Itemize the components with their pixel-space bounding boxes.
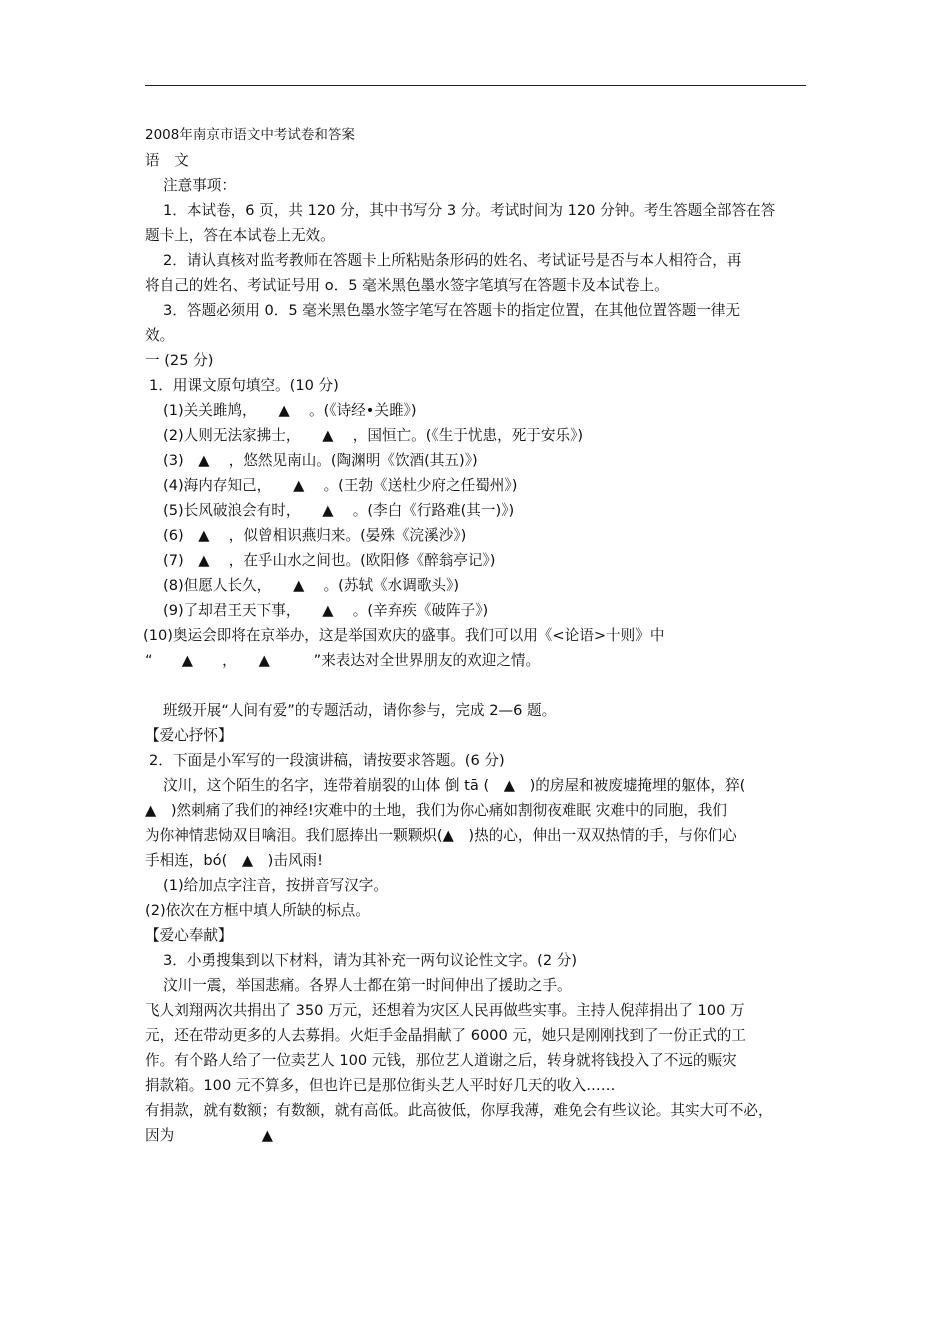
q1-item-4: (4)海内存知己， ▲ 。(王勃《送杜少府之任蜀州》) <box>163 477 518 494</box>
header-rule <box>145 85 806 86</box>
q2-passage-line-1: 汶川，这个陌生的名字，连带着崩裂的山体 倒 tā ( ▲ )的房屋和被废墟掩埋的躯体，猝( <box>163 777 746 794</box>
q3-para2-line-2: 因为 ▲ <box>145 1127 273 1144</box>
q1-item-2: (2)人则无法家拂士， ▲ ，国恒亡。(《生于忧患，死于安乐》) <box>163 427 584 444</box>
part-1-heading: 【爱心抒怀】 <box>145 727 233 744</box>
question-1-stem: 1．用课文原句填空。(10 分) <box>149 377 339 394</box>
part-2-heading: 【爱心奉献】 <box>145 927 233 944</box>
q2-sub-1: (1)给加点字注音，按拼音写汉字。 <box>163 877 388 894</box>
subject-label: 语 文 <box>145 152 189 169</box>
q2-sub-2: (2)依次在方框中填人所缺的标点。 <box>145 902 370 919</box>
q2-passage-line-2: ▲ )然刺痛了我们的神经!灾难中的土地，我们为你心痛如割彻夜难眠 灾难中的同胞，我们 <box>145 802 727 819</box>
q1-item-6: (6) ▲ ，似曾相识燕归来。(晏殊《浣溪沙》) <box>163 527 467 544</box>
q3-para-line-3: 作。有个路人给了一位卖艺人 100 元钱，那位艺人道谢之后，转身就将钱投入了不远的赈灾 <box>145 1052 737 1069</box>
q2-passage-line-4: 手相连，bó( ▲ )击风雨! <box>145 852 323 869</box>
q1-item-9: (9)了却君王天下事， ▲ 。(辛弃疾《破阵子》) <box>163 602 489 619</box>
q2-passage-line-3: 为你神情悲恸双目噙泪。我们愿捧出一颗颗炽(▲ )热的心，伸出一双双热情的手，与你们心 <box>145 827 737 844</box>
document-title: 2008年南京市语文中考试卷和答案 <box>145 127 355 143</box>
notice-2-line-2: 将自己的姓名、考试证号用 o．5 毫米黑色墨水签字笔填写在答题卡及本试卷上。 <box>145 277 669 294</box>
q1-item-5: (5)长风破浪会有时， ▲ 。(李白《行路难(其一)》) <box>163 502 515 519</box>
q1-item-10-line-1: (10)奥运会即将在京举办，这是举国欢庆的盛事。我们可以用《<论语>十则》中 <box>143 627 665 644</box>
notice-3-line-2: 效。 <box>145 327 175 344</box>
question-3-stem: 3．小勇搜集到以下材料，请为其补充一两句议论性文字。(2 分) <box>163 952 578 969</box>
q3-para2-line-1: 有捐款，就有数额；有数额，就有高低。此高彼低，你厚我薄，难免会有些议论。其实大可不必， <box>145 1102 773 1119</box>
q1-item-8: (8)但愿人长久， ▲ 。(苏轼《水调歌头》) <box>163 577 460 594</box>
notice-2-line-1: 2．请认真核对监考教师在答题卡上所粘贴条形码的姓名、考试证号是否与本人相符合，再 <box>163 252 742 269</box>
q1-item-3: (3) ▲ ，悠然见南山。(陶渊明《饮酒(其五)》) <box>163 452 478 469</box>
q1-item-1: (1)关关雎鸠， ▲ 。(《诗经•关雎》) <box>163 402 417 419</box>
notice-3-line-1: 3．答题必须用 0．5 毫米黑色墨水签字笔写在答题卡的指定位置，在其他位置答题一律无 <box>163 302 741 319</box>
activity-intro: 班级开展“人间有爱”的专题活动，请你参与，完成 2—6 题。 <box>163 702 557 719</box>
question-2-stem: 2．下面是小军写的一段演讲稿，请按要求答题。(6 分) <box>149 752 505 769</box>
q3-line-1: 汶川一震，举国悲痛。各界人士都在第一时间伸出了援助之手。 <box>163 977 572 994</box>
section-1-heading: 一 (25 分) <box>145 352 214 369</box>
notice-1-line-1: 1．本试卷，6 页，共 120 分，其中书写分 3 分。考试时间为 120 分钟。考生答题全部答在答 <box>163 202 776 219</box>
notice-1-line-2: 题卡上，答在本试卷上无效。 <box>145 227 335 244</box>
q1-item-10-line-2: “ ▲ ， ▲ ”来表达对全世界朋友的欢迎之情。 <box>145 652 541 669</box>
blank-line <box>145 673 817 698</box>
q3-para-line-1: 飞人刘翔两次共捐出了 350 万元，还想着为灾区人民再做些实事。主持人倪萍捐出了 100 万 <box>145 1002 745 1019</box>
exam-document <box>145 123 817 1148</box>
q3-para-line-2: 元，还在带动更多的人去募捐。火炬手金晶捐献了 6000 元，她只是刚刚找到了一份正式的工 <box>145 1027 746 1044</box>
q3-para-line-4: 捐款箱。100 元不算多，但也许已是那位街头艺人平时好几天的收入…… <box>145 1077 616 1094</box>
q1-item-7: (7) ▲ ，在乎山水之间也。(欧阳修《醉翁亭记》) <box>163 552 496 569</box>
notice-heading: 注意事项： <box>163 177 236 194</box>
